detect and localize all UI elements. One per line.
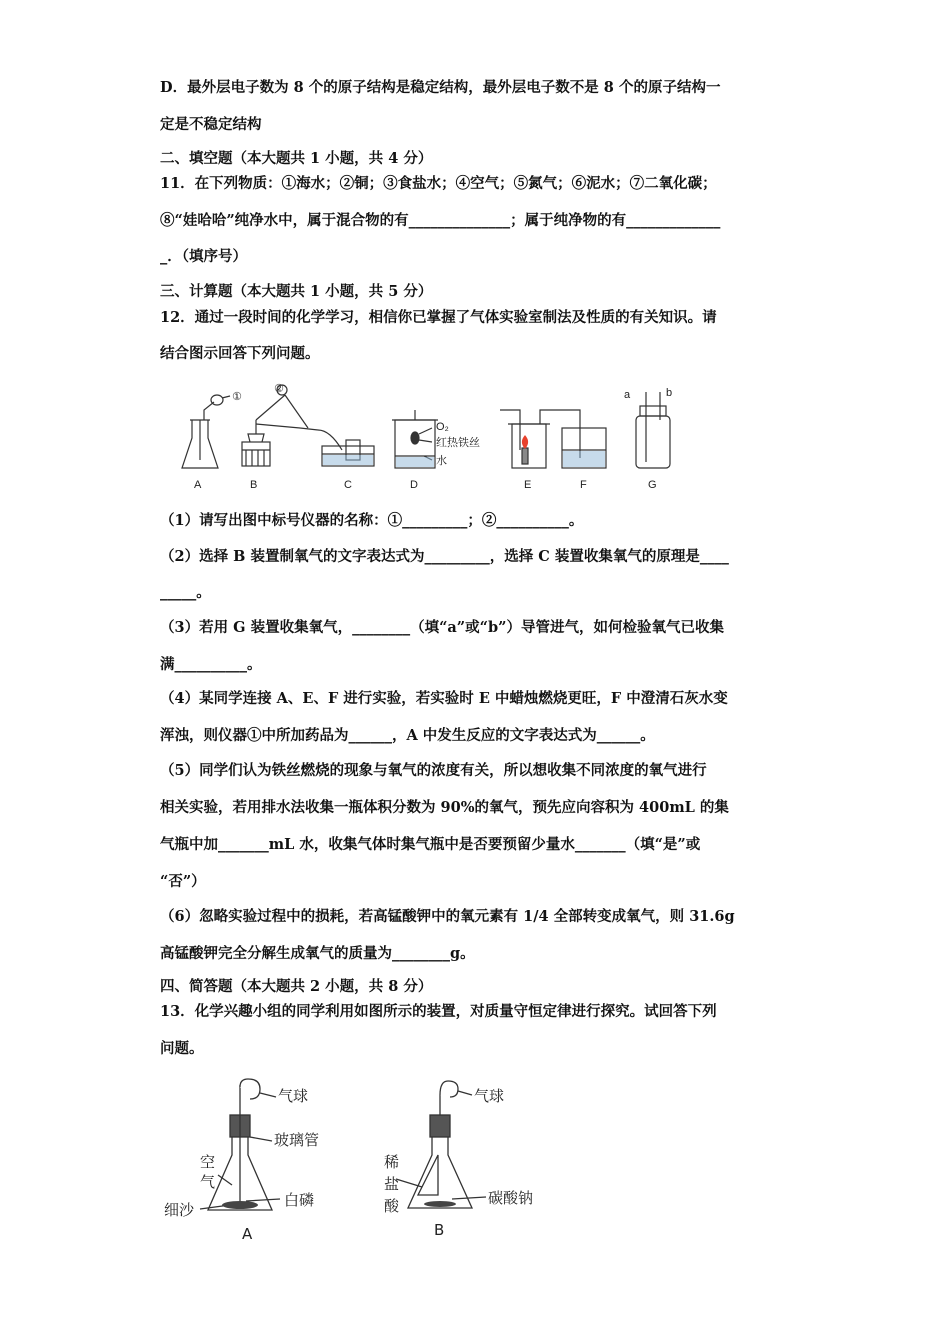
mark-2: ② (274, 383, 284, 395)
label-c: C (344, 479, 352, 491)
a-air-label-1: 空 (200, 1153, 216, 1171)
section-heading-calculation: 三、计算题（本大题共 1 小题，共 5 分） (160, 283, 433, 300)
question-12-line2: 结合图示回答下列问题。 (160, 345, 320, 362)
d-o2-label: O₂ (436, 421, 449, 433)
a-air-label-2: 气 (200, 1173, 216, 1191)
subquestion-1: （1）请写出图中标号仪器的名称：①_________；②__________。 (160, 512, 584, 529)
b-acid-label-2: 盐 (384, 1175, 400, 1193)
g-a-label: a (624, 389, 631, 401)
b-carbonate-label: 碳酸钠 (488, 1189, 534, 1207)
d-water-label: 水 (436, 455, 447, 467)
a-tube-label: 玻璃管 (274, 1131, 320, 1149)
question-13-line2: 问题。 (160, 1040, 204, 1057)
option-d-line2: 定是不稳定结构 (160, 116, 262, 133)
label-d: D (410, 479, 418, 491)
g-b-label: b (666, 387, 673, 399)
b-figure-label: B (434, 1221, 445, 1239)
subquestion-4-line1: （4）某同学连接 A、E、F 进行实验，若实验时 E 中蜡烛燃烧更旺，F 中澄清石灰水变 (160, 690, 728, 707)
subquestion-3-line1: （3）若用 G 装置收集氧气，________（填“a”或“b”）导管进气，如何检验氧气已收集 (160, 619, 724, 636)
label-e: E (524, 479, 532, 491)
conservation-figure (160, 1075, 560, 1250)
subquestion-5-line4: “否”） (160, 873, 206, 890)
a-figure-label: A (242, 1225, 253, 1243)
d-wire-label: 红热铁丝 (436, 437, 480, 449)
section-heading-fill-blank: 二、填空题（本大题共 1 小题，共 4 分） (160, 150, 433, 167)
apparatus-e (500, 410, 565, 468)
subquestion-4-line2: 浑浊，则仪器①中所加药品为______，A 中发生反应的文字表达式为______。 (160, 727, 655, 744)
apparatus-a (182, 395, 230, 468)
a-balloon-label: 气球 (278, 1087, 309, 1105)
question-12-line1: 12．通过一段时间的化学学习，相信你已掌握了气体实验室制法及性质的有关知识。请 (160, 309, 717, 326)
a-sand-label: 细沙 (164, 1201, 195, 1219)
b-acid-label-3: 酸 (384, 1197, 400, 1215)
label-f: F (580, 479, 587, 491)
question-11-line1: 11．在下列物质：①海水；②铜；③食盐水；④空气；⑤氮气；⑥泥水；⑦二氧化碳； (160, 175, 717, 192)
b-acid-label-1: 稀 (384, 1153, 400, 1171)
b-balloon-label: 气球 (474, 1087, 505, 1105)
subquestion-2-line2: _____。 (160, 584, 211, 601)
apparatus-figure (170, 380, 700, 495)
section-heading-short-answer: 四、简答题（本大题共 2 小题，共 8 分） (160, 978, 433, 995)
mark-1: ① (232, 391, 242, 403)
subquestion-5-line2: 相关实验，若用排水法收集一瓶体积分数为 90%的氧气，预先应向容积为 400mL 的集 (160, 799, 729, 816)
subquestion-2-line1: （2）选择 B 装置制氧气的文字表达式为_________，选择 C 装置收集氧气的原理是____ (160, 548, 729, 565)
label-b: B (250, 479, 258, 491)
question-11-line2: ⑧“娃哈哈”纯净水中，属于混合物的有______________；属于纯净物的有_____________ (160, 212, 721, 229)
subquestion-6-line1: （6）忽略实验过程中的损耗，若高锰酸钾中的氧元素有 1/4 全部转变成氧气，则 31.6g (160, 908, 735, 925)
a-phosphorus-label: 白磷 (284, 1191, 315, 1209)
label-g: G (648, 479, 657, 491)
subquestion-5-line3: 气瓶中加_______mL 水，收集气体时集气瓶中是否要预留少量水_______（填“是”或 (160, 836, 701, 853)
option-d-line1: D．最外层电子数为 8 个的原子结构是稳定结构，最外层电子数不是 8 个的原子结构一 (160, 79, 721, 96)
subquestion-3-line2: 满__________。 (160, 656, 262, 673)
subquestion-6-line2: 高锰酸钾完全分解生成氧气的质量为________g。 (160, 945, 475, 962)
apparatus-g (636, 392, 670, 468)
flask-b (396, 1081, 486, 1208)
question-11-line3: _．（填序号） (160, 248, 247, 265)
label-a: A (194, 479, 202, 491)
subquestion-5-line1: （5）同学们认为铁丝燃烧的现象与氧气的浓度有关，所以想收集不同浓度的氧气进行 (160, 762, 707, 779)
question-13-line1: 13．化学兴趣小组的同学利用如图所示的装置，对质量守恒定律进行探究。试回答下列 (160, 1003, 717, 1020)
